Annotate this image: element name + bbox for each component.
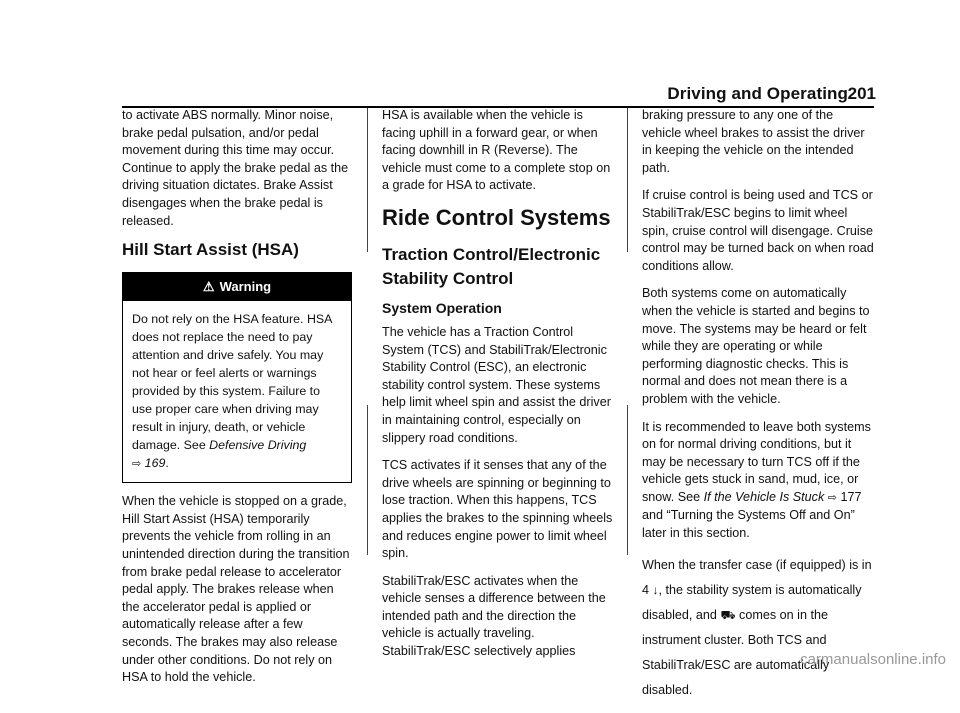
paragraph: The vehicle has a Traction Control System (TCS) and StabiliTrak/Electronic Stability Control (ESC), an electronic stability control system. These systems help limit wheel spin and assist the driver in maintaining control, especially on slippery road conditions. — [382, 324, 611, 445]
heading-system-operation: System Operation — [382, 299, 502, 316]
paragraph — [642, 419, 874, 543]
column-3 — [642, 107, 874, 713]
paragraph-text: , the stability system is automatically disabled, and — [642, 582, 862, 622]
reference-page[interactable]: 169 — [144, 456, 166, 471]
warning-box — [122, 272, 352, 483]
watermark: carmanualsonline.info — [800, 651, 946, 668]
reference-link-defensive-driving[interactable]: Defensive Driving — [209, 438, 307, 453]
warning-title: Warning — [219, 279, 272, 295]
page-number: 201 — [847, 84, 876, 103]
page-ref-arrow-icon: ⇨ — [827, 491, 837, 504]
paragraph-text: and “Turning the Systems Off and On” later in this section. — [642, 508, 855, 541]
page-header — [0, 0, 960, 108]
column-divider-1 — [367, 108, 368, 252]
column-2 — [382, 107, 614, 671]
paragraph: If cruise control is being used and TCS or StabiliTrak/ESC begins to limit wheel spin, cruise control will disengage. Cruise control may be turned back on when road conditions allow. — [642, 188, 874, 273]
heading-traction-control: Traction Control/Electronic Stability Control — [382, 244, 601, 288]
paragraph: StabiliTrak/ESC activates when the vehicle senses a difference between the intended path and the direction the vehicle is actually traveling. StabiliTrak/ESC selectively applies — [382, 573, 606, 659]
paragraph: to activate ABS normally. Minor noise, brake pedal pulsation, and/or pedal movement during this time may occur. Continue to apply the brake pedal as the driving situation dictates. Brake Assist disengages when the brake pedal is released. — [122, 108, 349, 228]
paragraph: TCS activates if it senses that any of the drive wheels are spinning or beginning to lose traction. When this happens, TCS applies the brakes to the spinning wheels and reduces engine power to limit wheel spin. — [382, 458, 613, 561]
paragraph-text: It is recommended to leave both systems on for normal driving conditions, but it may be necessary to turn TCS off if the vehicle gets stuck in sand, mud, ice, or snow. See — [642, 419, 871, 504]
warning-header — [123, 273, 351, 301]
page-ref-arrow-icon: ⇨ — [132, 458, 142, 471]
paragraph: Both systems come on automatically when the vehicle is started and begins to move. The systems may be heard or felt while they are operating or while performing diagnostic checks. This is normal and does not mean there is a problem with the vehicle. — [642, 286, 870, 406]
paragraph — [642, 553, 874, 703]
four-low-icon: ↓ — [652, 582, 659, 597]
column-divider-2 — [627, 108, 628, 252]
stability-off-icon: ⛟ — [720, 607, 736, 622]
warning-text: Do not rely on the HSA feature. HSA does not replace the need to pay attention and drive safely. You may not hear or feel alerts or warnings provided by this system. Failure to use proper care when driving may result in injury, death, or vehicle damage. See — [132, 312, 332, 453]
column-divider-2b — [627, 405, 628, 555]
warning-body — [123, 301, 351, 482]
heading-ride-control-systems: Ride Control Systems — [382, 204, 611, 230]
warning-end: . — [165, 456, 169, 471]
paragraph: When the vehicle is stopped on a grade, Hill Start Assist (HSA) temporarily prevents the vehicle from rolling in an unintended direction during the transition from brake pedal release to accelerator pedal apply. The brakes release when the accelerator pedal is applied or automatically release after a few seconds. The brakes may also release under other conditions. Do not rely on HSA to hold the vehicle. — [122, 494, 350, 685]
column-divider-1b — [367, 405, 368, 555]
warning-triangle-icon: ⚠ — [202, 279, 215, 295]
paragraph-text: When the transfer case (if equipped) is in 4 — [642, 557, 872, 597]
reference-link-vehicle-stuck[interactable]: If the Vehicle Is Stuck — [703, 489, 825, 504]
column-1 — [122, 107, 352, 697]
heading-hill-start-assist: Hill Start Assist (HSA) — [122, 240, 299, 260]
paragraph: braking pressure to any one of the vehicle wheel brakes to assist the driver in keeping the vehicle on the intended path. — [642, 108, 865, 175]
paragraph-text: comes on in the instrument cluster. Both TCS and StabiliTrak/ESC are automatically disabled. — [642, 607, 830, 697]
section-title: Driving and Operating — [667, 84, 848, 103]
reference-page[interactable]: 177 — [840, 489, 862, 504]
paragraph: HSA is available when the vehicle is facing uphill in a forward gear, or when facing downhill in R (Reverse). The vehicle must come to a complete stop on a grade for HSA to activate. — [382, 108, 611, 193]
